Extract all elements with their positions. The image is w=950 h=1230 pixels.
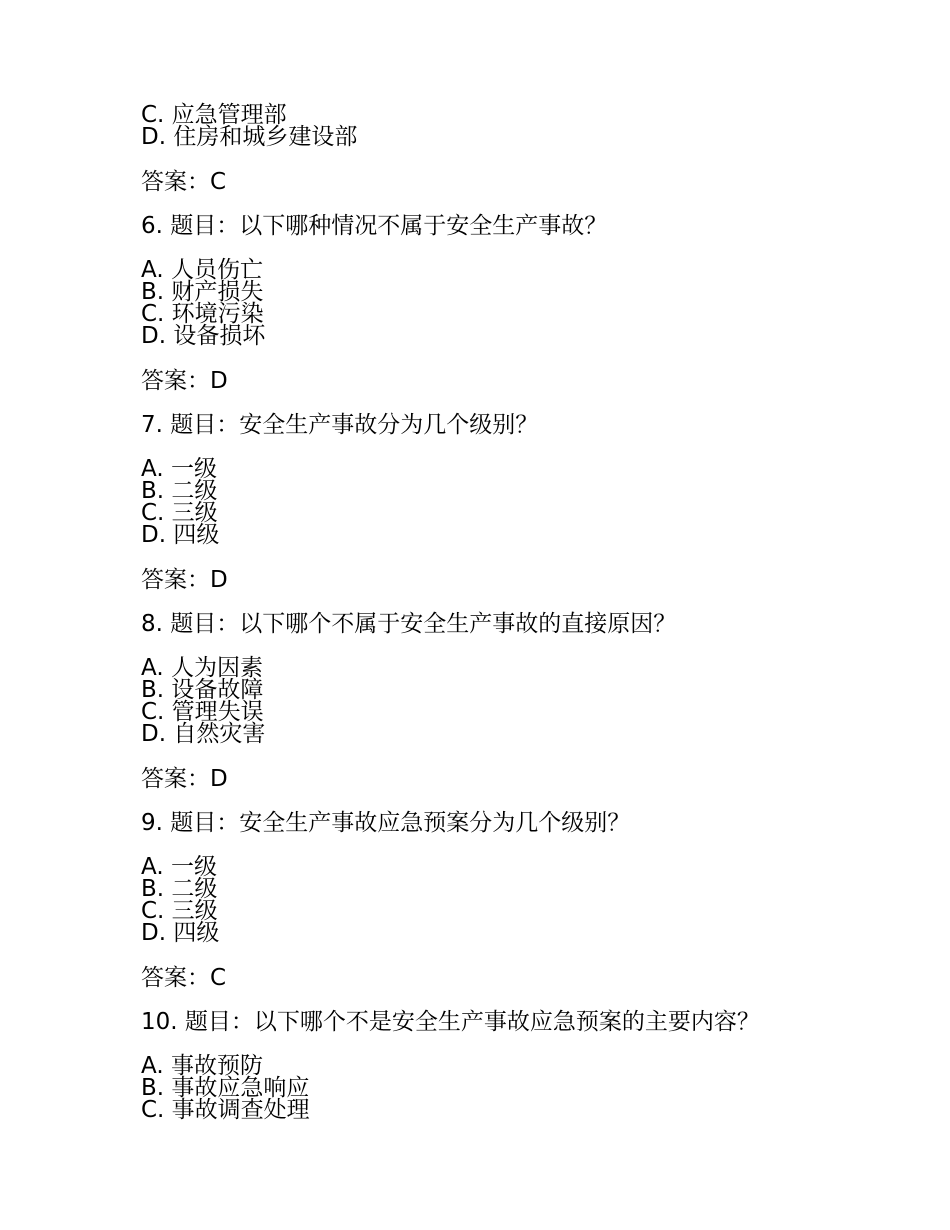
answer-q6: 答案：D [141, 368, 228, 394]
question-10-text: 10. 题目：以下哪个不是安全生产事故应急预案的主要内容？ [141, 1009, 760, 1035]
question-8 [141, 612, 901, 811]
question-8-text: 8. 题目：以下哪个不属于安全生产事故的直接原因？ [141, 611, 677, 637]
option-q7-b: B. 二级 [141, 478, 218, 504]
option-q8-b: B. 设备故障 [141, 677, 264, 703]
question-9-text: 9. 题目：安全生产事故应急预案分为几个级别？ [141, 810, 631, 836]
question-10 [141, 1010, 901, 1121]
option-q6-c: C. 环境污染 [141, 301, 264, 327]
option-q9-b: B. 二级 [141, 876, 218, 902]
option-q5-d: D. 住房和城乡建设部 [141, 124, 358, 150]
option-q6-d: D. 设备损坏 [141, 323, 266, 349]
option-q10-c: C. 事故调查处理 [141, 1097, 310, 1123]
question-9 [141, 811, 901, 1010]
option-q6-a: A. 人员伤亡 [141, 257, 263, 283]
document-page [141, 104, 901, 1121]
option-q8-d: D. 自然灾害 [141, 721, 266, 747]
answer-q7: 答案：D [141, 567, 228, 593]
option-q6-b: B. 财产损失 [141, 279, 264, 305]
answer-q5: 答案：C [141, 169, 227, 195]
option-q10-a: A. 事故预防 [141, 1053, 263, 1079]
option-q7-c: C. 三级 [141, 500, 218, 526]
option-q9-c: C. 三级 [141, 898, 218, 924]
answer-q9: 答案：C [141, 965, 227, 991]
question-6 [141, 214, 901, 413]
option-q8-a: A. 人为因素 [141, 655, 263, 681]
question-6-text: 6. 题目：以下哪种情况不属于安全生产事故？ [141, 213, 608, 239]
option-q10-b: B. 事故应急响应 [141, 1075, 310, 1101]
option-q5-c: C. 应急管理部 [141, 102, 287, 128]
option-q8-c: C. 管理失误 [141, 699, 264, 725]
options-block-q5 [141, 104, 901, 148]
question-7 [141, 413, 901, 612]
answer-q8: 答案：D [141, 766, 228, 792]
option-q9-d: D. 四级 [141, 920, 220, 946]
option-q7-a: A. 一级 [141, 456, 217, 482]
option-q7-d: D. 四级 [141, 522, 220, 548]
question-7-text: 7. 题目：安全生产事故分为几个级别？ [141, 412, 539, 438]
option-q9-a: A. 一级 [141, 854, 217, 880]
